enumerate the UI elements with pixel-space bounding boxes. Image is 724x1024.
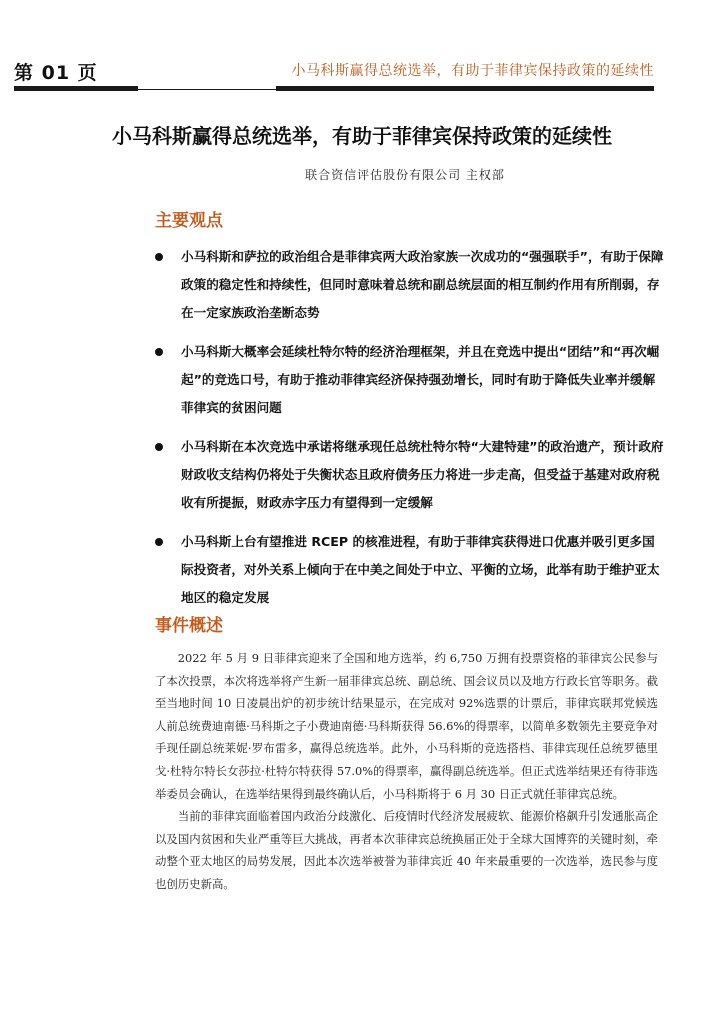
key-point (155, 433, 665, 517)
bullet-icon (155, 443, 163, 451)
bullet-icon (155, 348, 163, 356)
bullet-icon (155, 253, 163, 261)
document-author: 联合资信评估股份有限公司 主权部 (305, 168, 505, 182)
key-points-heading: 主要观点 (155, 211, 223, 231)
key-point-text: 小马科斯大概率会延续杜特尔特的经济治理框架，并且在竞选中提出“团结”和“再次崛起”的竞选口号，有助于推动菲律宾经济保持强劲增长，同时有助于降低失业率并缓解菲律宾的贫困问题 (181, 344, 660, 415)
key-point-text: 小马科斯和萨拉的政治组合是菲律宾两大政治家族一次成功的“强强联手”，有助于保障政策的稳定性和持续性，但同时意味着总统和副总统层面的相互制约作用有所削弱，存在一定家族政治垄断态势 (181, 249, 664, 320)
body-paragraph: 当前的菲律宾面临着国内政治分歧激化、后疫情时代经济发展疲软、能源价格飙升引发通胀高企以及国内贫困和失业严重等巨大挑战，再者本次菲律宾总统换届正处于全球大国博弈的关键时刻，牵动整个亚太地区的局势发展，因此本次选举被誉为菲律宾近 40 年来最重要的一次选举，选民参与度也创历史新高。 (155, 809, 658, 891)
key-points-list (155, 243, 665, 623)
key-point (155, 338, 665, 422)
page-number: 第 01 页 (14, 62, 98, 84)
running-header-title: 小马科斯赢得总统选举，有助于菲律宾保持政策的延续性 (291, 63, 654, 79)
header-rule-right (276, 86, 654, 91)
event-overview-body (155, 647, 658, 896)
key-point (155, 528, 665, 612)
body-paragraph: 2022 年 5 月 9 日菲律宾迎来了全国和地方选举，约 6,750 万拥有投票资格的菲律宾公民参与了本次投票，本次将选举将产生新一届菲律宾总统、副总统、国会议员以及地方行政长官等职务。截至当地时间 10 日凌晨出炉的初步统计结果显示，在完成对 92%选票的计票后，菲律宾联邦党候选人前总统费迪南德·马科斯之子小费迪南德·马科斯获得 56.6%的得票率，以简单多数领先主要竞争对手现任副总统莱妮·罗布雷多，赢得总统选举。此外，小马科斯的竞选搭档、菲律宾现任总统罗德里戈·杜特尔特长女莎拉·杜特尔特获得 57.0%的得票率，赢得副总统选举。但正式选举结果还有待菲选举委员会确认，在选举结果得到最终确认后，小马科斯将于 6 月 30 日正式就任菲律宾总统。 (155, 651, 658, 801)
key-point (155, 243, 665, 327)
document-title: 小马科斯赢得总统选举，有助于菲律宾保持政策的延续性 (112, 124, 612, 148)
key-point-text: 小马科斯在本次竞选中承诺将继承现任总统杜特尔特“大建特建”的政治遗产，预计政府财政收支结构仍将处于失衡状态且政府债务压力将进一步走高，但受益于基建对政府税收有所提振，财政赤字压力有望得到一定缓解 (181, 439, 664, 510)
event-overview-heading: 事件概述 (155, 616, 223, 636)
header-rule-left (14, 86, 138, 91)
key-point-text: 小马科斯上台有望推进 RCEP 的核准进程，有助于菲律宾获得进口优惠并吸引更多国际投资者，对外关系上倾向于在中美之间处于中立、平衡的立场，此举有助于维护亚太地区的稳定发展 (181, 534, 660, 605)
bullet-icon (155, 538, 163, 546)
